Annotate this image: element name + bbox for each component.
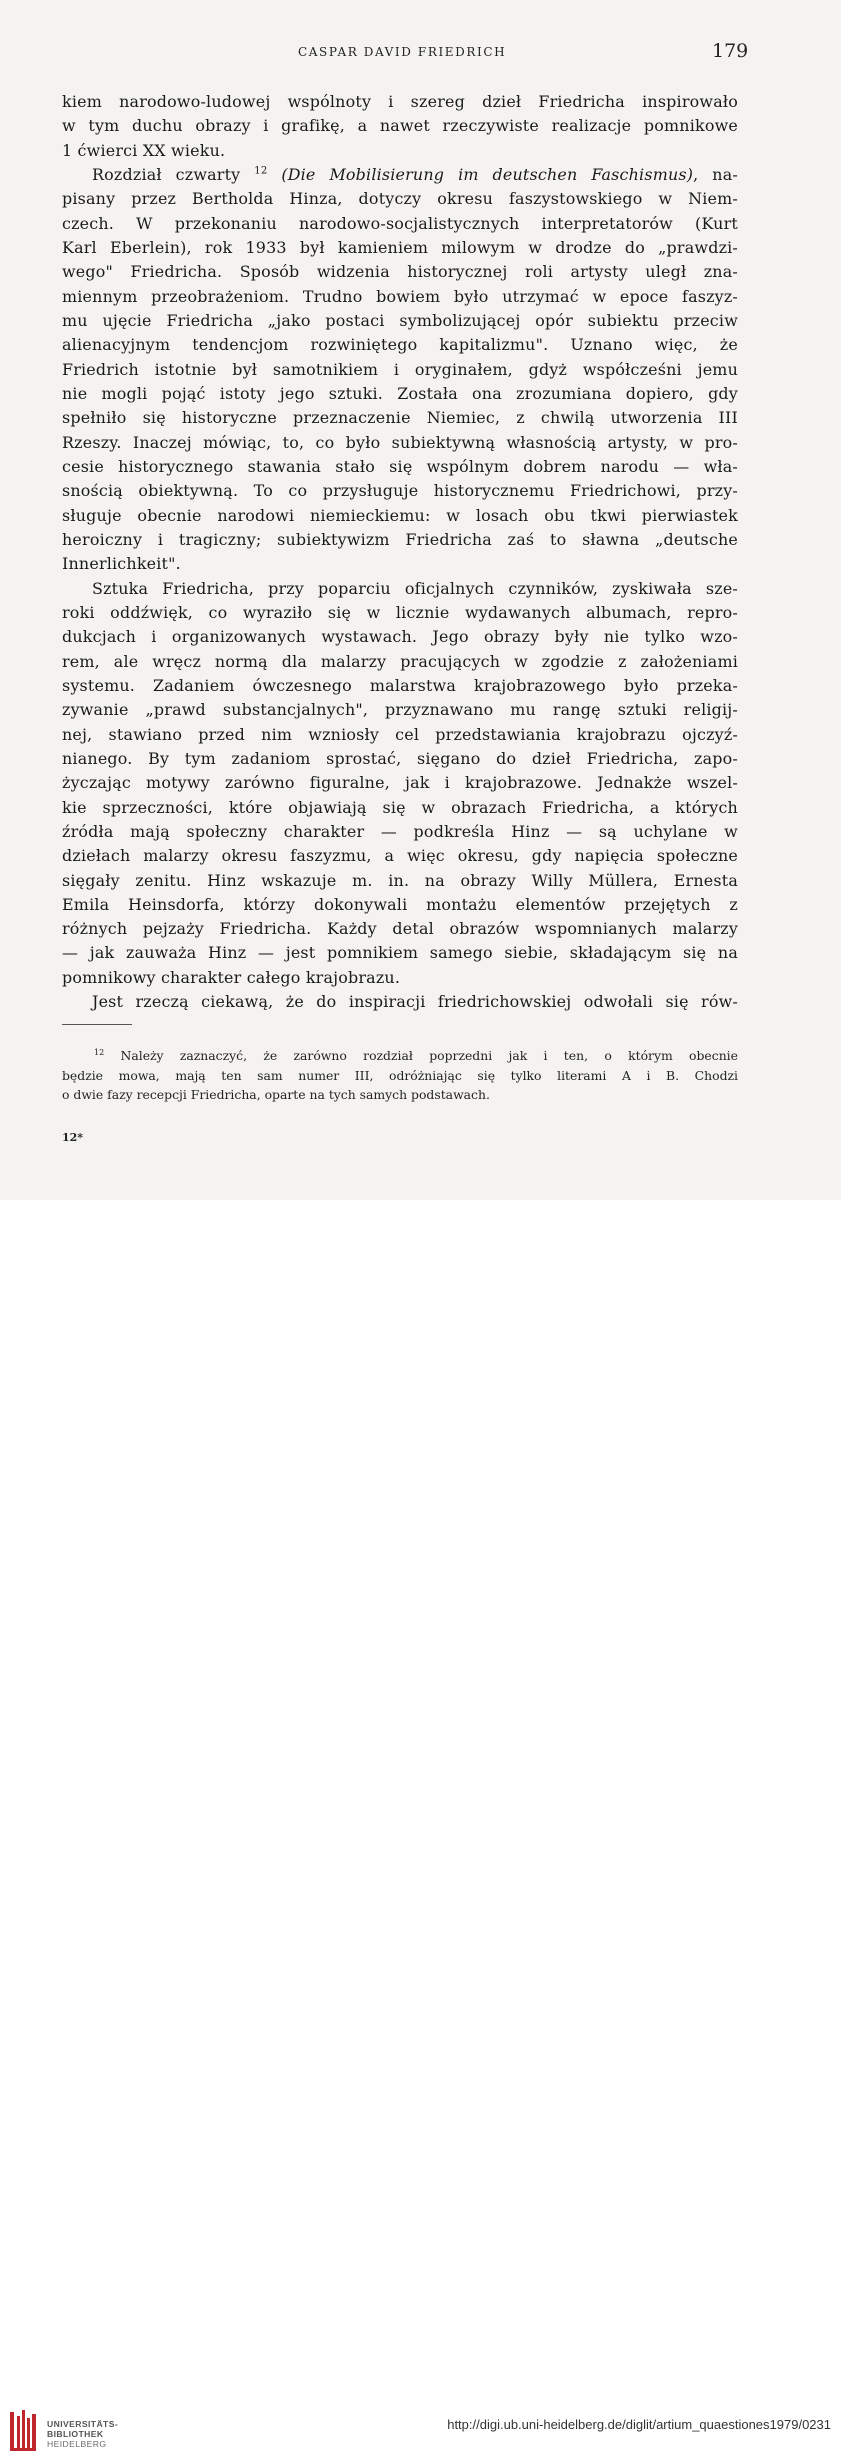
text-line: życzając motywy zarówno figuralne, jak i krajobrazowe. Jednakże wszel-	[62, 773, 738, 793]
text-line: roki oddźwięk, co wyraziło się w licznie wydawanych albumach, repro-	[62, 602, 738, 622]
footnote-number: 12	[94, 1048, 105, 1057]
text-line: snością obiektywną. To co przysługuje historycznemu Friedrichowi, przy-	[62, 481, 738, 501]
permalink-url[interactable]: http://digi.ub.uni-heidelberg.de/diglit/artium_quaestiones1979/0231	[447, 2417, 831, 2432]
text-line: dziełach malarzy okresu faszyzmu, a więc okresu, gdy napięcia społeczne	[62, 846, 738, 866]
text-line: w tym duchu obrazy i grafikę, a nawet rzeczywiste realizacje pomnikowe	[62, 116, 738, 136]
text-line: pisany przez Bertholda Hinza, dotyczy okresu faszystowskiego w Niem-	[62, 189, 738, 209]
scanned-page	[0, 0, 841, 1200]
text-line: czech. W przekonaniu narodowo-socjalistycznych interpretatorów (Kurt	[62, 213, 738, 233]
text-line: — jak zauważa Hinz — jest pomnikiem samego siebie, składającym się na	[62, 943, 738, 963]
text-line: nej, stawiano przed nim wzniosły cel przedstawiania krajobrazu ojczyź-	[62, 724, 738, 744]
text-line: sięgały zenitu. Hinz wskazuje m. in. na obrazy Willy Müllera, Ernesta	[62, 870, 738, 890]
text-line: miennym przeobrażeniom. Trudno bowiem było utrzymać w epoce faszyz-	[62, 286, 738, 306]
text-line: cesie historycznego stawania stało się wspólnym dobrem narodu — wła-	[62, 456, 738, 476]
text-line: sługuje obecnie narodowi niemieckiemu: w losach obu tkwi pierwiastek	[62, 505, 738, 525]
text-line: źródła mają społeczny charakter — podkreśla Hinz — są uchylane w	[62, 821, 738, 841]
text-line: nianego. By tym zadaniom sprostać, sięgano do dzieł Friedricha, zapo-	[62, 748, 738, 768]
text-line: rem, ale wręcz normą dla malarzy pracujących w zgodzie z założeniami	[62, 651, 738, 671]
page-number: 179	[712, 40, 749, 62]
text-line: Emila Heinsdorfa, którzy dokonywali montażu elementów przejętych z	[62, 894, 738, 914]
library-line: HEIDELBERG	[47, 2439, 107, 2449]
text-line: Jest rzeczą ciekawą, że do inspiracji friedrichowskiej odwołali się rów-	[92, 992, 738, 1012]
footnote	[62, 1043, 738, 1105]
footnote-divider	[62, 1024, 132, 1025]
text-line: Sztuka Friedricha, przy poparciu oficjalnych czynników, zyskiwała sze-	[92, 578, 738, 598]
running-head: CASPAR DAVID FRIEDRICH	[298, 45, 507, 59]
text-line: Karl Eberlein), rok 1933 był kamieniem milowym w drodze do „prawdzi-	[62, 237, 738, 257]
text-line: spełniło się historyczne przeznaczenie Niemiec, z chwilą utworzenia III	[62, 408, 738, 428]
signature-mark: 12*	[62, 1131, 84, 1144]
text-line: dukcjach i organizowanych wystawach. Jego obrazy były nie tylko wzo-	[62, 627, 738, 647]
text-line: 1 ćwierci XX wieku.	[62, 140, 226, 160]
library-line: BIBLIOTHEK	[47, 2429, 104, 2439]
body-text	[62, 90, 738, 1014]
text-line: różnych pejzaży Friedricha. Każdy detal obrazów wspomnianych malarzy	[62, 919, 738, 939]
text-line: alienacyjnym tendencjom rozwiniętego kapitalizmu". Uznano więc, że	[62, 335, 738, 355]
text-fragment: , na-	[693, 164, 738, 184]
text-line: Friedrich istotnie był samotnikiem i oryginałem, gdyż współcześni jemu	[62, 359, 738, 379]
footnote-reference[interactable]: 12	[254, 165, 268, 177]
text-line	[62, 163, 738, 187]
library-line: UNIVERSITÄTS-	[47, 2419, 119, 2429]
paragraph-3	[62, 577, 738, 991]
italic-title: (Die Mobilisierung im deutschen Faschismus)	[281, 164, 694, 184]
text-line: Rzeszy. Inaczej mówiąc, to, co było subiektywną własnością artysty, w pro-	[62, 432, 738, 452]
text-line: pomnikowy charakter całego krajobrazu.	[62, 967, 401, 987]
text-line: nie mogli pojąć istoty jego sztuki. Została ona zrozumiana dopiero, gdy	[62, 383, 738, 403]
text-line: wego" Friedricha. Sposób widzenia historycznej roli artysty uległ zna-	[62, 262, 738, 282]
text-fragment: Rozdział czwarty	[92, 164, 241, 184]
footnote-line	[62, 1043, 738, 1066]
text-line: kiem narodowo-ludowej wspólnoty i szereg dzieł Friedricha inspirowało	[62, 92, 738, 111]
library-name	[47, 2419, 118, 2449]
paragraph-2	[62, 163, 738, 577]
footnote-line: o dwie fazy recepcji Friedricha, oparte na tych samych podstawach.	[62, 1087, 490, 1103]
text-line: mu ujęcie Friedricha „jako postaci symbolizującej opór subiektu przeciw	[62, 310, 738, 330]
text-line: systemu. Zadaniem ówczesnego malarstwa krajobrazowego było przeka-	[62, 675, 738, 695]
library-logo-icon	[8, 2408, 40, 2454]
text-line: Innerlichkeit".	[62, 554, 181, 574]
text-line: kie sprzeczności, które objawiają się w obrazach Friedricha, a których	[62, 797, 738, 817]
footnote-text: Należy zaznaczyć, że zarówno rozdział poprzedni jak i ten, o którym obecnie	[120, 1048, 738, 1064]
text-line: heroiczny i tragiczny; subiektywizm Friedricha zaś to sławna „deutsche	[62, 529, 738, 549]
paragraph-1	[62, 90, 738, 163]
footnote-line: będzie mowa, mają ten sam numer III, odróżniając się tylko literami A i B. Chodzi	[62, 1067, 738, 1083]
text-line: zywanie „prawd substancjalnych", przyznawano mu rangę sztuki religij-	[62, 700, 738, 720]
viewer-footer	[0, 1200, 841, 2449]
paragraph-4	[62, 990, 738, 1014]
